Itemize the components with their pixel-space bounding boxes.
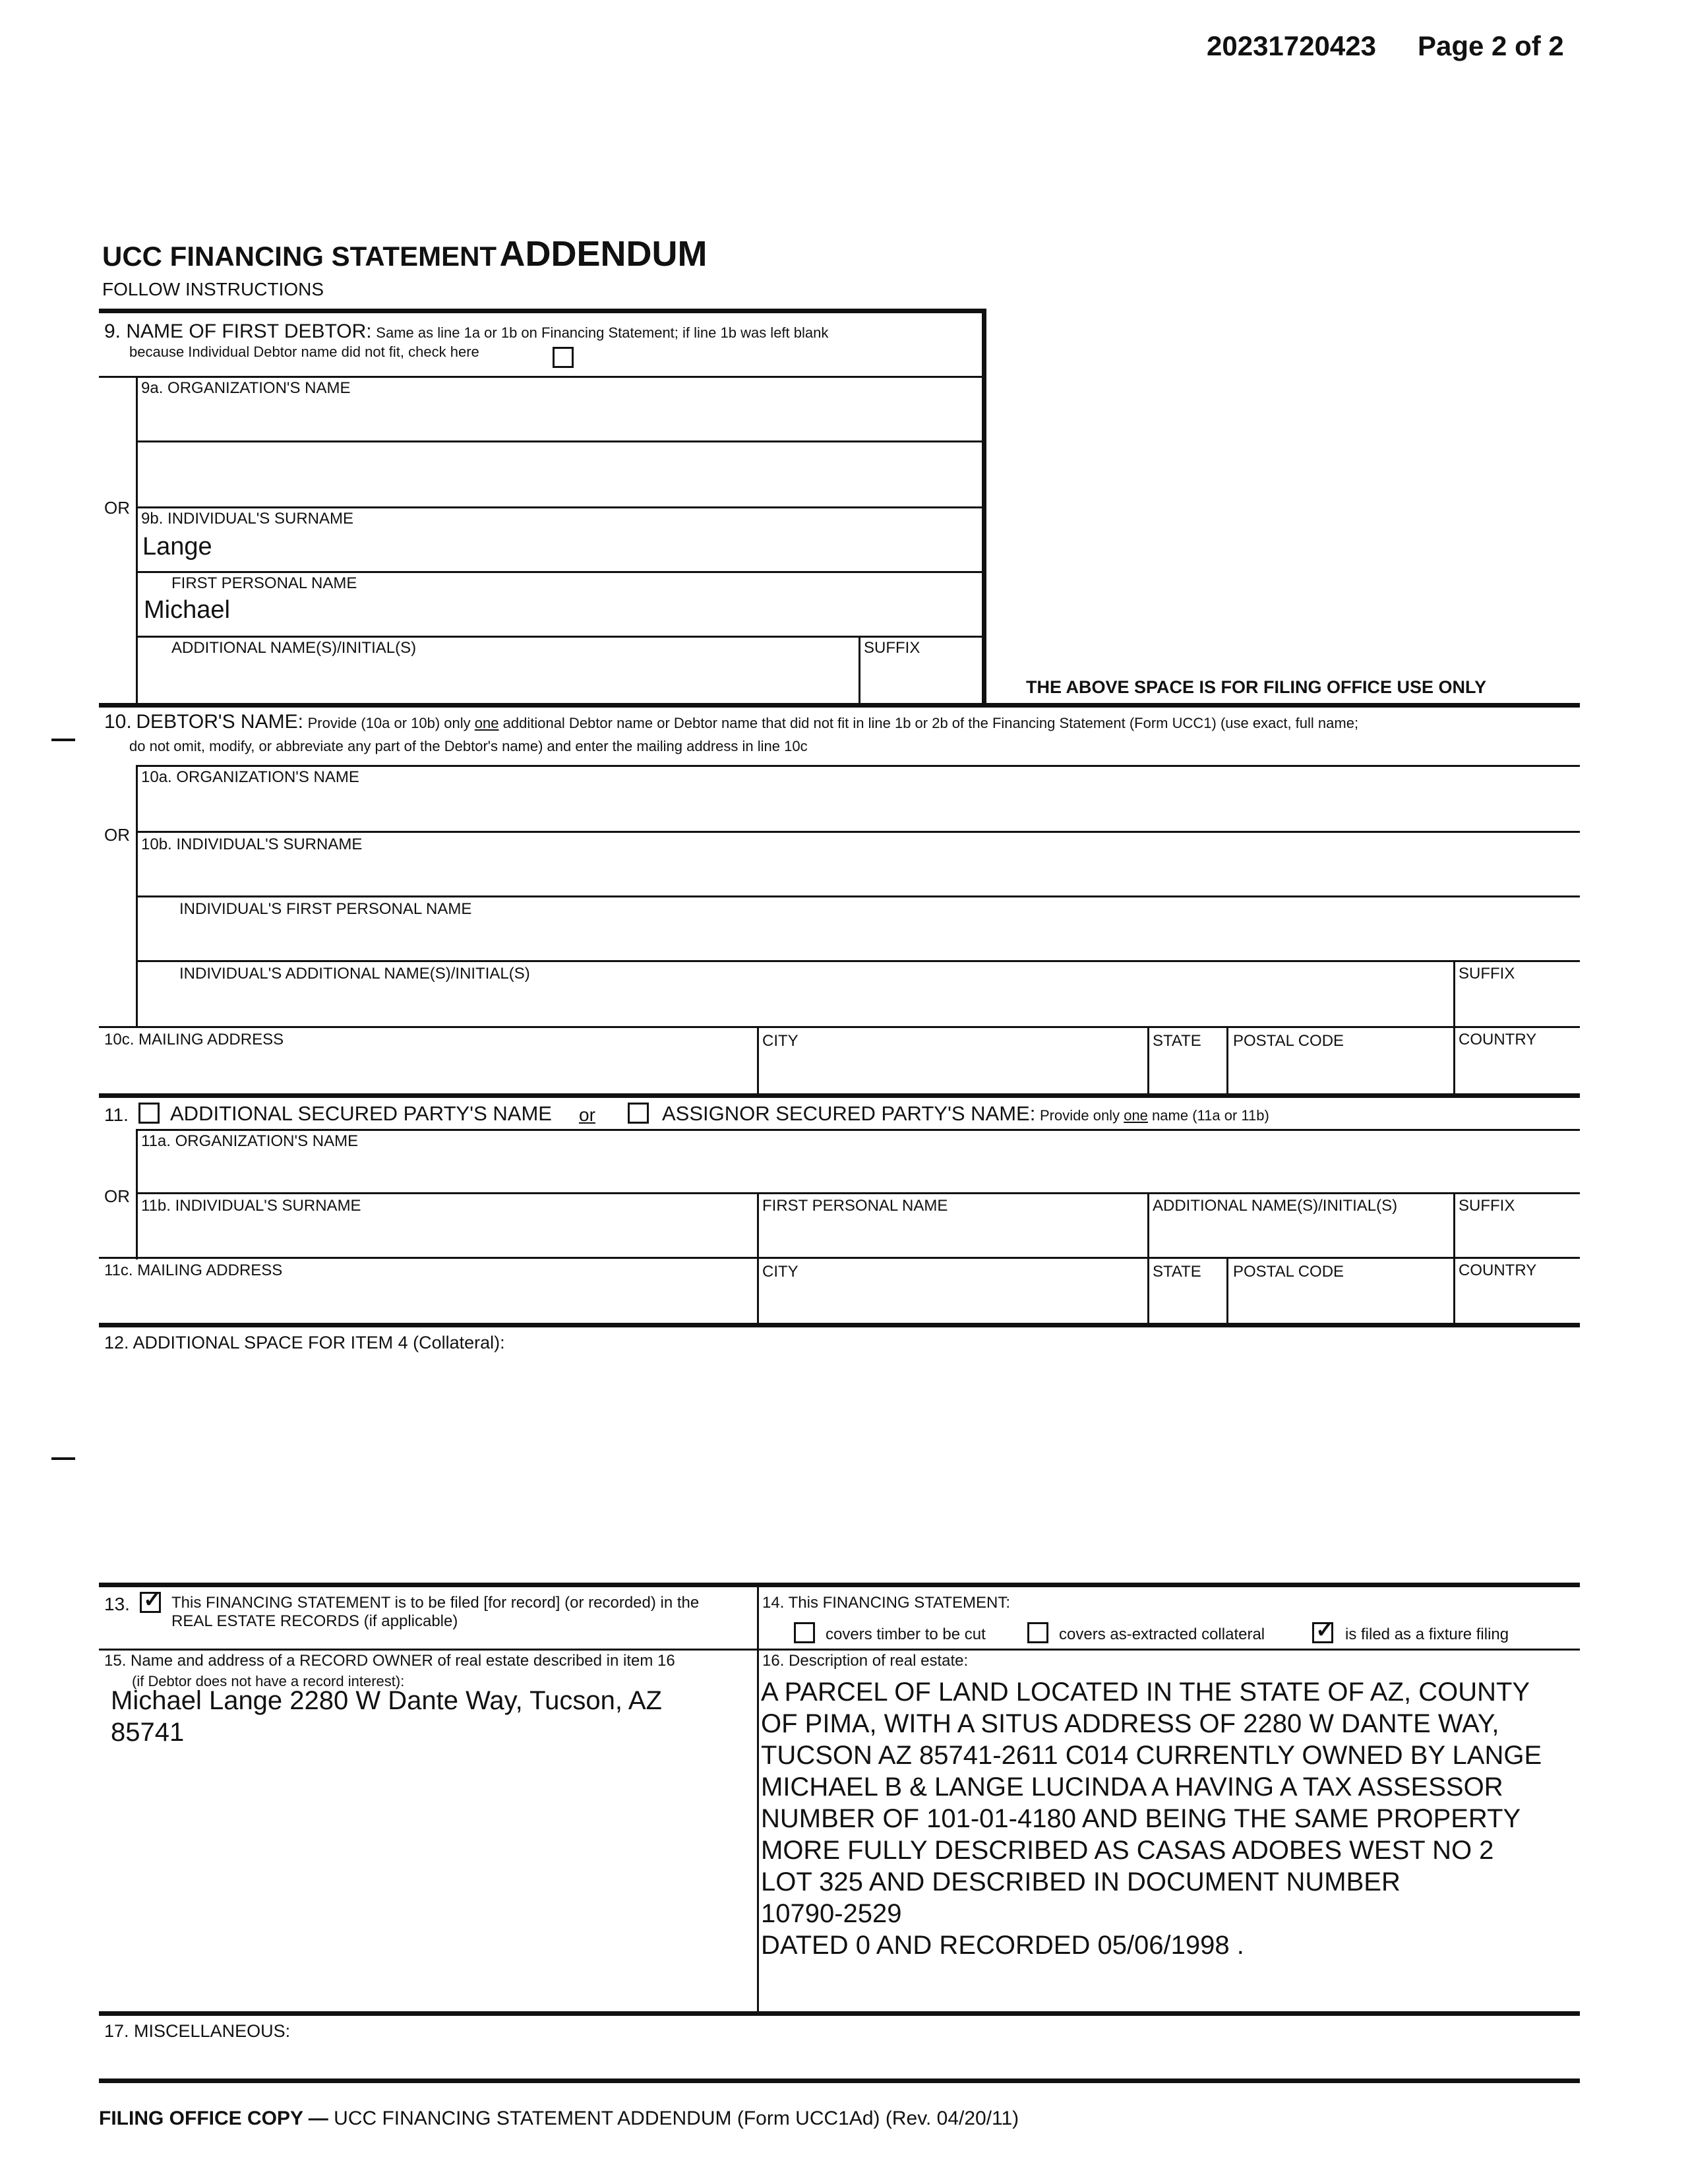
- item11c-state-label: STATE: [1153, 1263, 1201, 1281]
- item11-additional-name-label: ADDITIONAL NAME(S)/INITIAL(S): [1153, 1197, 1398, 1215]
- item10c-state-divider: [1147, 1026, 1149, 1093]
- item10c-city-divider: [757, 1026, 759, 1093]
- item10a-label: 10a. ORGANIZATION'S NAME: [141, 768, 359, 786]
- item11c-country-label: COUNTRY: [1459, 1261, 1537, 1279]
- item9-first-name-value: Michael: [144, 596, 230, 624]
- item15-value-line1: Michael Lange 2280 W Dante Way, Tucson, AZ: [111, 1686, 662, 1715]
- item10-divider-2: [136, 831, 1580, 833]
- item13-check-mark: ✓: [143, 1587, 162, 1612]
- item13-top-border: [99, 1583, 1580, 1587]
- item10-suffix-divider: [1453, 960, 1455, 1027]
- item10-divider-5: [99, 1026, 1580, 1028]
- item10-additional-label: INDIVIDUAL'S ADDITIONAL NAME(S)/INITIAL(S): [179, 965, 530, 983]
- item11-note-a: Provide only: [1040, 1107, 1120, 1124]
- item13-14-divider: [757, 1583, 759, 2013]
- item10c-country-divider: [1453, 1026, 1455, 1093]
- item13-num: 13.: [104, 1594, 130, 1614]
- item9-checkbox[interactable]: [553, 347, 574, 368]
- item10c-country-label: COUNTRY: [1459, 1031, 1537, 1048]
- item10-note1-a: Provide (10a or 10b) only: [307, 715, 471, 731]
- item16-line: DATED 0 AND RECORDED 05/06/1998 .: [761, 1931, 1244, 1960]
- item10-divider-1: [136, 765, 1580, 767]
- item12-label: 12. ADDITIONAL SPACE FOR ITEM 4 (Collateral):: [104, 1333, 505, 1352]
- item10-note1-one: one: [474, 715, 499, 731]
- item16-line: LOT 325 AND DESCRIBED IN DOCUMENT NUMBER: [761, 1867, 1401, 1896]
- item10-suffix-label: SUFFIX: [1459, 965, 1515, 983]
- item11-divider-3: [99, 1257, 1580, 1259]
- item11-additional-label: ADDITIONAL SECURED PARTY'S NAME: [170, 1102, 552, 1125]
- item9-divider-2: [136, 440, 984, 442]
- item11-assignor-label: [662, 1103, 1269, 1125]
- item9-label: [104, 320, 828, 342]
- item16-line: 10790-2529: [761, 1899, 902, 1928]
- page-indicator: Page 2 of 2: [1418, 30, 1564, 61]
- item9-divider-1: [99, 376, 984, 378]
- item11c-label: 11c. MAILING ADDRESS: [104, 1261, 283, 1279]
- item11-note-b: name (11a or 11b): [1152, 1107, 1269, 1124]
- form-title: [102, 233, 708, 274]
- footer-text: [99, 2108, 1019, 2129]
- item10-note1-b: additional Debtor name or Debtor name that did not fit in line 1b or 2b of the Financing Statement (Form UCC1) (use exact, full name;: [502, 715, 1359, 731]
- item9-note2: because Individual Debtor name did not fit, check here: [129, 344, 479, 360]
- item11-left-inner: [136, 1129, 138, 1259]
- item16-line: TUCSON AZ 85741-2611 C014 CURRENTLY OWNED BY LANGE: [761, 1741, 1542, 1770]
- item9-suffix-divider: [859, 636, 860, 703]
- item9-right-border: [982, 309, 986, 703]
- item11-top-border: [99, 1093, 1580, 1098]
- item15-value-line2: 85741: [111, 1718, 185, 1747]
- follow-instructions: FOLLOW INSTRUCTIONS: [102, 279, 324, 299]
- item11-divider-1: [136, 1129, 1580, 1131]
- item11c-city-label: CITY: [762, 1263, 799, 1281]
- item11-num: 11.: [104, 1105, 129, 1125]
- item16-line: NUMBER OF 101-01-4180 AND BEING THE SAME PROPERTY: [761, 1804, 1521, 1833]
- item14-timber-label: covers timber to be cut: [826, 1625, 986, 1643]
- item14-fixture-check-mark: ✓: [1315, 1618, 1335, 1643]
- item11a-label: 11a. ORGANIZATION'S NAME: [141, 1132, 359, 1150]
- item17-label: 17. MISCELLANEOUS:: [104, 2021, 291, 2041]
- item11c-postal-label: POSTAL CODE: [1233, 1263, 1344, 1281]
- item9-top-border: [99, 309, 986, 313]
- item10-note2: do not omit, modify, or abbreviate any part of the Debtor's name) and enter the mailing address in line 10c: [129, 738, 808, 754]
- item13-checkbox[interactable]: [140, 1587, 162, 1613]
- item9-left-inner: [136, 376, 138, 703]
- item12-top-border: [99, 1323, 1580, 1327]
- item9-note1: Same as line 1a or 1b on Financing Statement; if line 1b was left blank: [376, 324, 829, 341]
- item9-first-name-label: FIRST PERSONAL NAME: [171, 574, 357, 592]
- item11-assignor-title: ASSIGNOR SECURED PARTY'S NAME:: [662, 1102, 1036, 1125]
- item9-title: 9. NAME OF FIRST DEBTOR:: [104, 320, 372, 342]
- item13-text1: This FINANCING STATEMENT is to be filed [for record] (or recorded) in the: [171, 1594, 700, 1612]
- item10-num: 10.: [104, 711, 132, 733]
- item15-top-border: [99, 1649, 1580, 1651]
- footer-rest: UCC FINANCING STATEMENT ADDENDUM (Form UCC1Ad) (Rev. 04/20/11): [328, 2108, 1019, 2129]
- item14-fixture-label: is filed as a fixture filing: [1345, 1625, 1509, 1643]
- item10-first-name-label: INDIVIDUAL'S FIRST PERSONAL NAME: [179, 900, 472, 918]
- item10c-state-label: STATE: [1153, 1032, 1201, 1050]
- margin-mark-1: [51, 739, 75, 741]
- item9a-label: 9a. ORGANIZATION'S NAME: [141, 379, 351, 397]
- item10c-postal-divider: [1226, 1026, 1228, 1093]
- item9-or: OR: [104, 498, 130, 518]
- item11-or-word: or: [579, 1105, 595, 1125]
- item10-divider-3: [136, 895, 1580, 897]
- form-title-main: UCC FINANCING STATEMENT: [102, 241, 497, 272]
- item11-suffix-label: SUFFIX: [1459, 1197, 1515, 1215]
- item15-sublabel: (if Debtor does not have a record interest):: [132, 1673, 405, 1689]
- document-number: 20231720423: [1207, 30, 1376, 61]
- item16-line: MORE FULLY DESCRIBED AS CASAS ADOBES WEST NO 2: [761, 1836, 1494, 1865]
- item11-assignor-checkbox[interactable]: [628, 1103, 649, 1124]
- item10-top-border: [99, 703, 1580, 708]
- item13-text2: REAL ESTATE RECORDS (if applicable): [171, 1612, 458, 1630]
- item16-description: [761, 1676, 1542, 1961]
- item11c-postal-divider: [1226, 1257, 1228, 1324]
- item16-label: 16. Description of real estate:: [762, 1652, 969, 1670]
- item9-divider-3: [136, 506, 984, 508]
- item14-timber-checkbox[interactable]: [794, 1622, 815, 1643]
- item10-divider-4: [136, 960, 1580, 962]
- item14-extracted-label: covers as-extracted collateral: [1059, 1625, 1265, 1643]
- item9-suffix-label: SUFFIX: [864, 639, 920, 657]
- item10b-label: 10b. INDIVIDUAL'S SURNAME: [141, 835, 363, 853]
- item10-title: DEBTOR'S NAME:: [136, 711, 303, 733]
- margin-mark-2: [51, 1457, 75, 1460]
- item9b-label: 9b. INDIVIDUAL'S SURNAME: [141, 510, 353, 528]
- item16-line: MICHAEL B & LANGE LUCINDA A HAVING A TAX ASSESSOR: [761, 1773, 1503, 1802]
- footer-bold: FILING OFFICE COPY —: [99, 2108, 328, 2129]
- item16-line: A PARCEL OF LAND LOCATED IN THE STATE OF AZ, COUNTY: [761, 1678, 1530, 1707]
- item14-extracted-checkbox[interactable]: [1027, 1622, 1048, 1643]
- item10c-postal-label: POSTAL CODE: [1233, 1032, 1344, 1050]
- item11-note-one: one: [1124, 1107, 1148, 1124]
- item15-label: 15. Name and address of a RECORD OWNER of real estate described in item 16: [104, 1652, 675, 1670]
- item14-fixture-checkbox[interactable]: [1312, 1618, 1335, 1643]
- item11b-label: 11b. INDIVIDUAL'S SURNAME: [141, 1197, 361, 1215]
- form-title-addendum: ADDENDUM: [499, 234, 708, 274]
- item11-or: OR: [104, 1186, 130, 1206]
- item11-additional-checkbox[interactable]: [138, 1103, 160, 1124]
- item9-divider-4: [136, 571, 984, 573]
- filing-office-use-note: THE ABOVE SPACE IS FOR FILING OFFICE USE ONLY: [1026, 677, 1487, 697]
- item11-divider-2: [136, 1192, 1580, 1194]
- item10c-city-label: CITY: [762, 1032, 799, 1050]
- item16-line: OF PIMA, WITH A SITUS ADDRESS OF 2280 W DANTE WAY,: [761, 1709, 1499, 1738]
- item10-note1: [308, 715, 1358, 731]
- item14-label: 14. This FINANCING STATEMENT:: [762, 1594, 1011, 1612]
- footer-top-border: [99, 2078, 1580, 2083]
- item9-additional-label: ADDITIONAL NAME(S)/INITIAL(S): [171, 639, 417, 657]
- item9-divider-5: [136, 636, 984, 638]
- item10-or: OR: [104, 825, 130, 845]
- item11-first-name-label: FIRST PERSONAL NAME: [762, 1197, 948, 1215]
- item9b-surname-value: Lange: [142, 533, 212, 561]
- item10-label: [104, 711, 1358, 733]
- item17-top-border: [99, 2011, 1580, 2016]
- item11-note: [1040, 1107, 1269, 1124]
- item10c-label: 10c. MAILING ADDRESS: [104, 1031, 284, 1048]
